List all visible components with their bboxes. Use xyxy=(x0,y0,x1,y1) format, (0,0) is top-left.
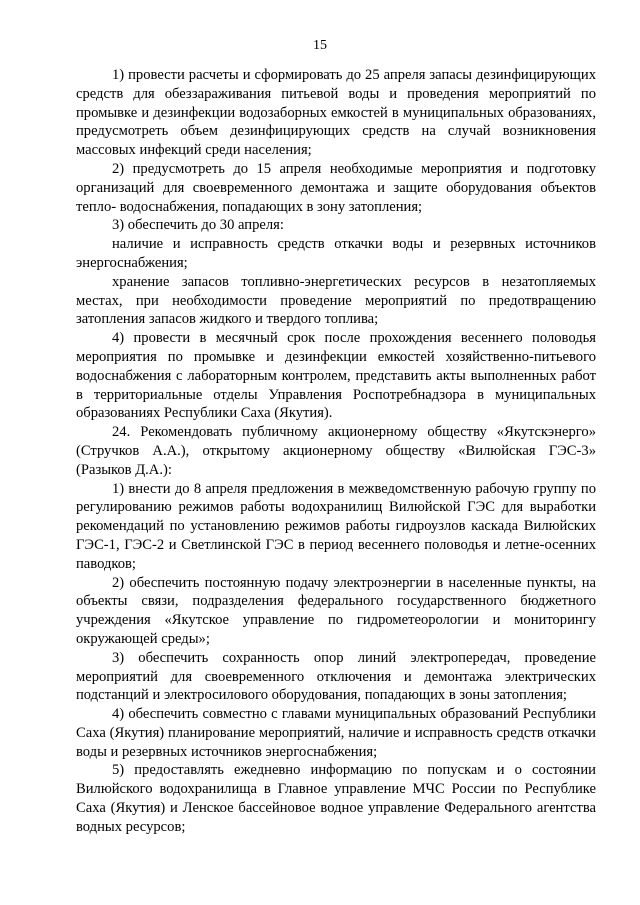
paragraph-section-24-recommendation: 24. Рекомендовать публичному акционерному обществу «Якутскэнерго» (Стручков А.А.), открытому акционерному обществу «Вилюйская ГЭС-3» (Разыков Д.А.): xyxy=(76,424,596,478)
paragraph-pumping-and-reserve-power: наличие и исправность средств откачки воды и резервных источников энергоснабжения; xyxy=(76,236,596,271)
paragraph-item-1-working-group-proposals: 1) внести до 8 апреля предложения в межведомственную рабочую группу по регулированию режимов работы водохранилищ Вилюйской ГЭС для выработки рекомендаций по установлению режимов работы гидроузлов каскада Вилюйских ГЭС-1, ГЭС-2 и Светлинской ГЭС в период весеннего половодья и летне-осенних паводков; xyxy=(76,480,596,572)
paragraph-item-2-power-supply: 2) обеспечить постоянную подачу электроэнергии в населенные пункты, на объекты связи, подразделения федерального государственного бюджетного учреждения «Якутское управление по гидрометеорологии и мониторингу окружающей среды»; xyxy=(76,574,596,647)
paragraph-item-1-dezinfection-reserves: 1) провести расчеты и сформировать до 25 апреля запасы дезинфицирующих средств для обеззараживания питьевой воды и проведения мероприятий по промывке и дезинфекции водозаборных емкостей в муниципальных образованиях, предусмотреть объем дезинфицирующих средств на случай возникновения массовых инфекций среди населения; xyxy=(76,67,596,159)
paragraph-item-5-daily-reporting: 5) предоставлять ежедневно информацию по попускам и о состоянии Вилюйского водохранилища в Главное управление МЧС России по Республике Саха (Якутия) и Ленское бассейновое водное управление Федерального агентства водных ресурсов; xyxy=(76,762,596,835)
paragraph-item-3-power-line-safety: 3) обеспечить сохранность опор линий электропередач, проведение мероприятий для своевременного отключения и демонтажа электрических подстанций и электросилового оборудования, попадающих в зоны затопления; xyxy=(76,649,596,704)
paragraph-fuel-storage: хранение запасов топливно-энергетических ресурсов в незатопляемых местах, при необходимости проведение мероприятий по предотвращению затопления запасов жидкого и твердого топлива; xyxy=(76,273,596,328)
paragraph-item-3-provide-by-april-30: 3) обеспечить до 30 апреля: xyxy=(112,217,284,234)
document-body xyxy=(76,66,596,837)
paragraph-item-4-joint-planning: 4) обеспечить совместно с главами муниципальных образований Республики Саха (Якутия) планирование мероприятий, наличие и исправность средств откачки воды и резервных источников энергоснабжения; xyxy=(76,706,596,760)
paragraph-item-2-equipment-protection: 2) предусмотреть до 15 апреля необходимые мероприятия и подготовку организаций для своевременного демонтажа и защите оборудования объектов тепло- водоснабжения, попадающих в зону затопления; xyxy=(76,160,596,215)
page-number: 15 xyxy=(313,38,327,53)
paragraph-item-4-disinfection-after-flood: 4) провести в месячный срок после прохождения весеннего половодья мероприятия по промывке и дезинфекции емкостей хозяйственно-питьевого водоснабжения с лабораторным контролем, представить акты выполненных работ в территориальные отделы Управления Роспотребнадзора в муниципальных образованиях Республики Саха (Якутия). xyxy=(76,330,596,422)
